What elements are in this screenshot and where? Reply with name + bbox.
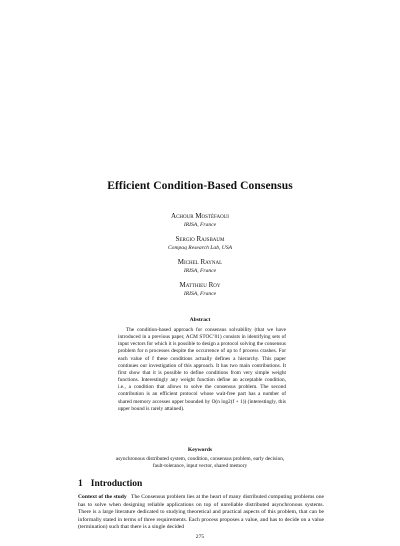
author-affiliation: IRISA, France <box>183 268 217 274</box>
section-number: 1 <box>78 479 83 489</box>
keywords-text: asynchronous distributed system, condition, consensus problem, early decision, fault-tolerance, input vector, shared memory <box>115 456 285 470</box>
paragraph-lead: Context of the study <box>78 494 127 500</box>
author-block <box>0 258 400 276</box>
abstract-text: The condition-based approach for consensus solvability (that we have introduced in a previous paper, ACM STOC’01) consists in identifying sets of input vectors for which it is possible to design a protocol solving the consensus problem for n processes despite the occurrence of up to f process crashes. For each value of f these conditions actually defines a hierarchy. This paper continues our investigation of this approach. It has two main contributions. It first show that it is possible to define conditions from very simple weight functions. Interestingly any weight function define an acceptable condition, i.e., a condition that allows to solve the consensus problem. The second contribution is an efficient protocol whose wait-free part has a number of shared memory accesses upper bounded by O(n log2(f + 1)) (interestingly, this upper bound is rarely attained). <box>118 327 286 412</box>
author-affiliation: IRISA, France <box>183 291 217 297</box>
author-name: Sergio Rajsbaum <box>175 235 225 243</box>
author-affiliation: IRISA, France <box>183 222 217 228</box>
page-number: 275 <box>195 534 205 540</box>
section-heading <box>78 479 142 489</box>
intro-text: The Consensus problem lies at the heart of many distributed computing problems one has to solve when designing reliable applications on top of unreliable distributed asynchronous systems. There is a large literature dedicated to studying theoretical and practical aspects of this problem, that can be informally stated in terms of three requirements. Each process proposes a value, and has to decide on a value (termination) such that there is a single decided <box>78 494 324 531</box>
author-affiliation: Compaq Research Lab, USA <box>167 245 233 251</box>
keywords-heading: Keywords <box>187 447 213 453</box>
author-block <box>0 212 400 230</box>
author-list <box>0 212 400 304</box>
section-title: Introduction <box>90 479 143 489</box>
author-name: Achour Mostéfaoui <box>171 212 229 220</box>
intro-paragraph <box>78 494 324 532</box>
author-name: Michel Raynal <box>177 258 223 266</box>
author-block <box>0 281 400 299</box>
abstract-heading: Abstract <box>189 317 211 323</box>
author-name: Matthieu Roy <box>179 281 221 289</box>
author-block <box>0 235 400 253</box>
paper-title: Efficient Condition-Based Consensus <box>107 180 293 192</box>
